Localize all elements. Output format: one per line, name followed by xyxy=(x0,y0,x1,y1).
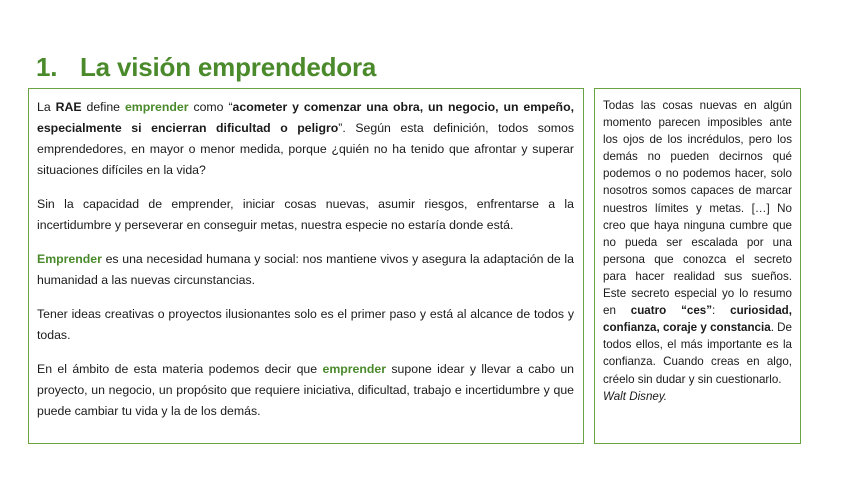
section-title: La visión emprendedora xyxy=(80,52,377,82)
quote-text xyxy=(603,97,792,388)
section-number: 1. xyxy=(36,52,58,82)
definition-text: acometer y comenzar una obra, un negocio, un empeño, especialmente si encierran dificultad o peligro xyxy=(37,100,574,135)
text-run: . De todos ellos, el más importante es la confianza. Cuando creas en algo, créelo sin dudar y sin cuestionarlo. xyxy=(603,321,793,386)
text-run: como “ xyxy=(188,100,233,114)
text-run: es una necesidad humana y social: nos mantiene vivos y asegura la adaptación de la humanidad a las nuevas circunstancias. xyxy=(37,252,574,287)
main-text-box xyxy=(28,88,584,444)
rae-term: RAE xyxy=(55,100,82,114)
text-run: define xyxy=(81,100,125,114)
paragraph-ideas: Tener ideas creativas o proyectos ilusionantes solo es el primer paso y está al alcance de todos y todas. xyxy=(37,307,574,342)
text-run: Todas las cosas nuevas en algún momento parecen imposibles ante los ojos de los incrédulos, pero los demás no pueden decirnos qué podemos o no podemos hacer, solo nosotros somos capaces de marcar nuestros límites y metas. […] No creo que haya ninguna cumbre que no pueda ser escalada por una persona que conozca el secreto para hacer realidad sus sueños. Este secreto especial yo lo resumo en xyxy=(603,99,792,318)
keyword-emprender: emprender xyxy=(124,100,189,114)
paragraph-scope xyxy=(37,359,574,422)
keyword-emprender: Emprender xyxy=(37,252,102,266)
text-run: ”. Según esta definición, todos somos emprendedores, en mayor o menor medida, porque ¿quién no ha tenido que afrontar y superar situaciones difíciles en la vida? xyxy=(37,121,574,177)
text-run: : xyxy=(712,304,731,318)
four-cs-label: cuatro “ces” xyxy=(630,304,713,318)
paragraph-necessity xyxy=(37,249,574,291)
quote-box xyxy=(594,88,801,444)
quote-author: Walt Disney. xyxy=(603,389,667,403)
section-heading xyxy=(36,52,376,83)
text-run: En el ámbito de esta materia podemos decir que xyxy=(37,362,323,376)
text-run: La xyxy=(37,100,56,114)
paragraph-capacity: Sin la capacidad de emprender, iniciar cosas nuevas, asumir riesgos, enfrentarse a la incertidumbre y perseverar en conseguir metas, nuestra especie no estaría donde está. xyxy=(37,197,574,232)
keyword-emprender: emprender xyxy=(322,362,387,376)
text-run: supone idear y llevar a cabo un proyecto, un negocio, un propósito que requiere iniciativa, dificultad, trabajo e incertidumbre y que puede cambiar tu vida y la de los demás. xyxy=(37,362,574,418)
four-cs-values: curiosidad, confianza, coraje y constancia xyxy=(603,304,792,335)
paragraph-definition xyxy=(37,97,574,181)
